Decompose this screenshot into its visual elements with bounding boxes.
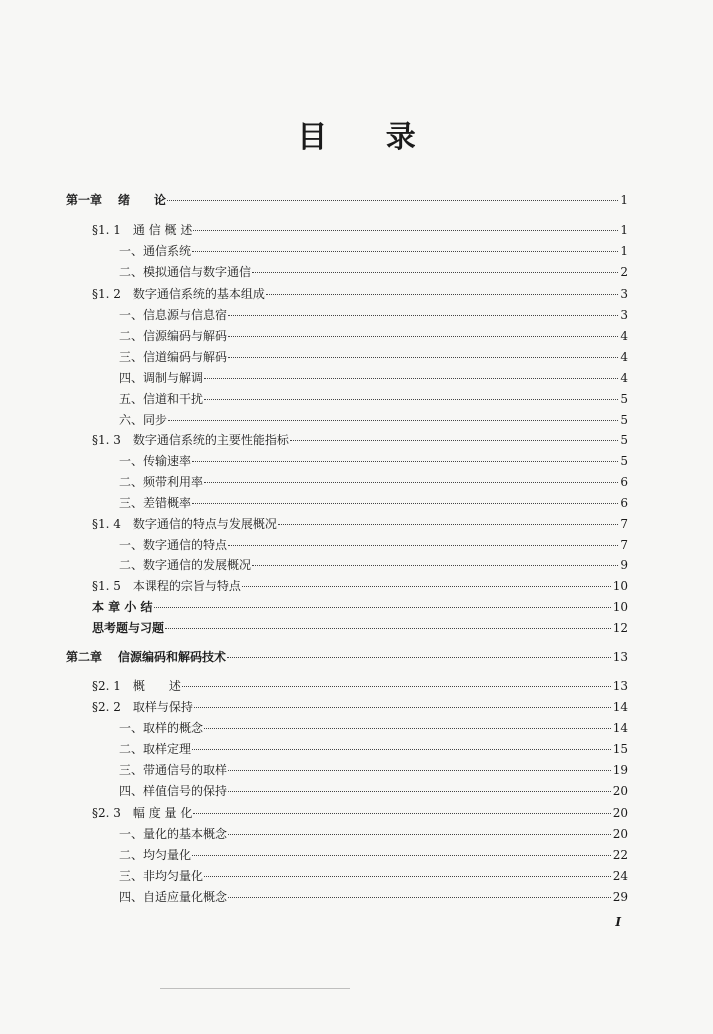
toc-entry-page: 1 — [620, 223, 628, 237]
toc-entry-page: 1 — [620, 244, 628, 258]
toc-subsection-entry — [92, 620, 628, 636]
toc-subsection-entry — [119, 826, 628, 842]
toc-subsection-entry — [119, 889, 628, 905]
toc-entry-label: 二、取样定理 — [119, 742, 192, 756]
page-title — [0, 112, 713, 156]
toc-entry-page: 3 — [620, 308, 628, 322]
toc-subsection-entry — [119, 741, 628, 757]
toc-entry-page: 2 — [620, 265, 628, 279]
toc-entry-page: 14 — [612, 700, 628, 714]
toc-dot-leader — [193, 813, 610, 814]
toc-dot-leader — [228, 897, 611, 898]
toc-dot-leader — [168, 420, 618, 421]
toc-dot-leader — [290, 440, 618, 441]
toc-entry-label: 本课程的宗旨与特点 — [132, 579, 241, 593]
toc-entry-page: 29 — [612, 890, 628, 904]
toc-entry-label: 二、信源编码与解码 — [119, 329, 228, 343]
toc-entry-label: 本 章 小 结 — [92, 600, 153, 614]
toc-chapter-entry — [66, 649, 628, 665]
toc-entry-page: 5 — [620, 433, 628, 447]
toc-entry-page: 3 — [620, 287, 628, 301]
toc-subsection-entry — [119, 783, 628, 799]
toc-entry-page: 19 — [612, 763, 628, 777]
toc-entry-page: 6 — [620, 496, 628, 510]
toc-entry-label: 概 述 — [132, 679, 181, 693]
toc-entry-number: §1. 4 — [92, 517, 121, 531]
page-folio: I — [615, 915, 621, 929]
toc-entry-label: 幅 度 量 化 — [132, 806, 193, 820]
toc-entry-number: §2. 3 — [92, 806, 121, 820]
toc-subsection-entry — [119, 412, 628, 428]
toc-entry-page: 13 — [612, 650, 628, 664]
toc-dot-leader — [204, 728, 611, 729]
toc-entry-label: 三、非均匀量化 — [119, 869, 204, 883]
toc-dot-leader — [193, 230, 618, 231]
toc-dot-leader — [154, 607, 611, 608]
toc-entry-label: 三、差错概率 — [119, 496, 192, 510]
toc-entry-label: 数字通信的特点与发展概况 — [132, 517, 277, 531]
toc-entry-page: 7 — [620, 538, 628, 552]
toc-subsection-entry — [119, 720, 628, 736]
toc-subsection-entry — [119, 349, 628, 365]
toc-entry-label: 四、调制与解调 — [119, 371, 204, 385]
toc-entry-label: 一、通信系统 — [119, 244, 192, 258]
toc-entry-page: 20 — [612, 827, 628, 841]
toc-dot-leader — [204, 399, 618, 400]
toc-section-entry — [92, 699, 628, 715]
toc-entry-number: §1. 5 — [92, 579, 121, 593]
toc-dot-leader — [204, 482, 618, 483]
toc-entry-label: 五、信道和干扰 — [119, 392, 204, 406]
toc-dot-leader — [204, 378, 618, 379]
toc-entry-page: 14 — [612, 721, 628, 735]
toc-dot-leader — [252, 272, 618, 273]
toc-entry-label: 信源编码和解码技术 — [118, 650, 227, 664]
toc-entry-number: §1. 2 — [92, 287, 121, 301]
toc-subsection-entry — [119, 762, 628, 778]
toc-dot-leader — [228, 770, 611, 771]
toc-entry-label: 通 信 概 述 — [132, 223, 193, 237]
toc-entry-page: 4 — [620, 371, 628, 385]
toc-entry-label: 二、均匀量化 — [119, 848, 192, 862]
toc-dot-leader — [194, 707, 611, 708]
toc-entry-page: 6 — [620, 475, 628, 489]
toc-section-entry — [92, 678, 628, 694]
toc-entry-page: 20 — [612, 806, 628, 820]
toc-dot-leader — [167, 200, 618, 201]
toc-entry-page: 10 — [612, 579, 628, 593]
toc-entry-page: 4 — [620, 350, 628, 364]
toc-dot-leader — [228, 545, 618, 546]
toc-entry-number: §2. 2 — [92, 700, 121, 714]
toc-entry-number: §1. 1 — [92, 223, 121, 237]
toc-entry-label: 绪 论 — [118, 193, 167, 207]
toc-entry-label: 三、带通信号的取样 — [119, 763, 228, 777]
toc-section-entry — [92, 805, 628, 821]
toc-dot-leader — [228, 791, 611, 792]
toc-section-entry — [92, 516, 628, 532]
toc-entry-label: 二、模拟通信与数字通信 — [119, 265, 252, 279]
toc-entry-page: 10 — [612, 600, 628, 614]
toc-entry-page: 9 — [620, 558, 628, 572]
toc-entry-page: 13 — [612, 679, 628, 693]
toc-dot-leader — [204, 876, 611, 877]
toc-subsection-entry — [119, 264, 628, 280]
toc-entry-label: 六、同步 — [119, 413, 168, 427]
toc-dot-leader — [182, 686, 611, 687]
toc-entry-page: 15 — [612, 742, 628, 756]
toc-subsection-entry — [119, 847, 628, 863]
toc-dot-leader — [252, 565, 618, 566]
toc-entry-label: 思考题与习题 — [92, 621, 165, 635]
toc-section-entry — [92, 222, 628, 238]
toc-entry-page: 22 — [612, 848, 628, 862]
toc-subsection-entry — [119, 537, 628, 553]
toc-entry-label: 一、传输速率 — [119, 454, 192, 468]
toc-entry-page: 7 — [620, 517, 628, 531]
toc-dot-leader — [192, 503, 618, 504]
toc-dot-leader — [192, 749, 611, 750]
toc-entry-label: 四、自适应量化概念 — [119, 890, 228, 904]
toc-dot-leader — [228, 315, 618, 316]
toc-dot-leader — [192, 251, 618, 252]
toc-entry-number: 第二章 — [66, 650, 103, 664]
toc-dot-leader — [192, 855, 611, 856]
toc-entry-label: 二、数字通信的发展概况 — [119, 558, 252, 572]
toc-section-entry — [92, 432, 628, 448]
toc-entry-number: §2. 1 — [92, 679, 121, 693]
toc-entry-label: 取样与保持 — [132, 700, 193, 714]
toc-entry-label: 一、信息源与信息宿 — [119, 308, 228, 322]
toc-entry-label: 三、信道编码与解码 — [119, 350, 228, 364]
toc-subsection-entry — [119, 868, 628, 884]
toc-dot-leader — [228, 357, 618, 358]
toc-entry-label: 一、数字通信的特点 — [119, 538, 228, 552]
toc-section-entry — [92, 286, 628, 302]
toc-subsection-entry — [119, 453, 628, 469]
toc-entry-label: 四、样值信号的保持 — [119, 784, 228, 798]
toc-subsection-entry — [119, 370, 628, 386]
toc-entry-page: 5 — [620, 413, 628, 427]
title-char-2: 录 — [385, 120, 416, 155]
toc-dot-leader — [227, 657, 611, 658]
toc-entry-number: 第一章 — [66, 193, 103, 207]
toc-dot-leader — [165, 628, 611, 629]
toc-subsection-entry — [119, 307, 628, 323]
toc-chapter-entry — [66, 192, 628, 208]
toc-entry-page: 12 — [612, 621, 628, 635]
toc-subsection-entry — [119, 328, 628, 344]
toc-subsection-entry — [92, 599, 628, 615]
toc-entry-label: 数字通信系统的主要性能指标 — [132, 433, 289, 447]
title-char-1: 目 — [297, 120, 328, 155]
scan-artifact-line — [160, 988, 350, 989]
toc-entry-label: 一、量化的基本概念 — [119, 827, 228, 841]
toc-dot-leader — [278, 524, 618, 525]
toc-subsection-entry — [119, 557, 628, 573]
toc-dot-leader — [228, 336, 618, 337]
toc-entry-page: 20 — [612, 784, 628, 798]
toc-dot-leader — [228, 834, 611, 835]
toc-entry-label: 数字通信系统的基本组成 — [132, 287, 265, 301]
toc-section-entry — [92, 578, 628, 594]
toc-subsection-entry — [119, 495, 628, 511]
toc-dot-leader — [242, 586, 611, 587]
toc-dot-leader — [266, 294, 618, 295]
toc-subsection-entry — [119, 474, 628, 490]
toc-entry-page: 24 — [612, 869, 628, 883]
toc-entry-label: 一、取样的概念 — [119, 721, 204, 735]
toc-entry-number: §1. 3 — [92, 433, 121, 447]
toc-subsection-entry — [119, 243, 628, 259]
toc-entry-label: 二、频带利用率 — [119, 475, 204, 489]
toc-subsection-entry — [119, 391, 628, 407]
toc-dot-leader — [192, 461, 618, 462]
toc-entry-page: 5 — [620, 454, 628, 468]
toc-entry-page: 4 — [620, 329, 628, 343]
toc-entry-page: 5 — [620, 392, 628, 406]
toc-entry-page: 1 — [620, 193, 628, 207]
